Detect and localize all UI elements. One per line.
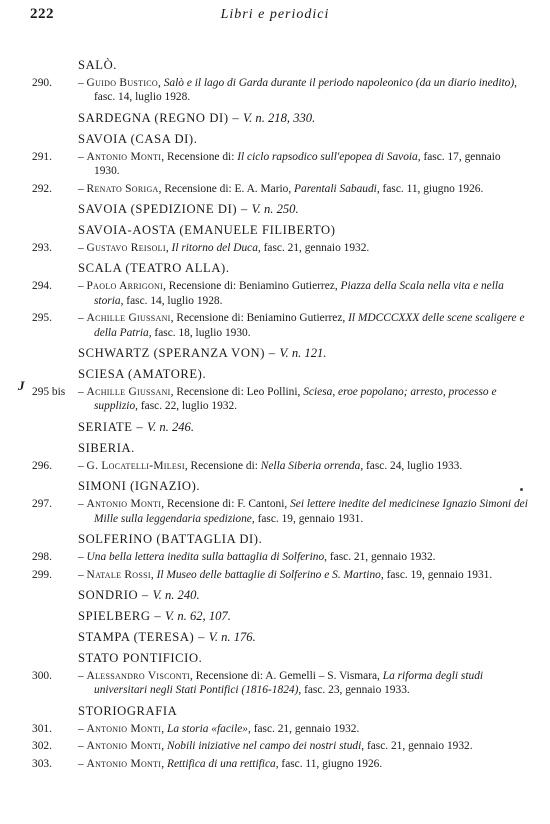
entry-title: Piazza della Scala nella vita e nella storia — [94, 280, 504, 307]
heading-text: SONDRIO — [78, 587, 139, 602]
index-entry: 300. – Alessandro Visconti, Recensione di: A. Gemelli – S. Vismara, La riforma degli studi universitari negli Stati Pontifici (1816-1824), fasc. 23, gennaio 1933. — [32, 669, 484, 697]
index-entry: 295. – Achille Giussani, Recensione di: Beniamino Gutierrez, Il MDCCCXXX delle scene scaligere e della Patria, fasc. 18, luglio 1930. — [32, 312, 525, 339]
heading-text: SPIELBERG — [78, 608, 151, 623]
index-entry: 295 bis – Achille Giussani, Recensione di: Leo Pollini, Sciesa, eroe popolano; arresto, processo e supplizio, fasc. 22, luglio 1932. — [32, 386, 497, 413]
entry-author: Paolo Arrigoni — [86, 280, 164, 293]
entry-title: Sciesa, eroe popolano; arresto, processo e supplizio — [94, 386, 497, 413]
entry-number: 297. — [32, 498, 52, 511]
index-entry: 291. – Antonio Monti, Recensione di: Il ciclo rapsodico sull'epopea di Savoia, fasc. 17, gennaio 1930. — [32, 150, 501, 178]
entry-number: 303. — [32, 757, 52, 770]
entry-number: 294. — [32, 280, 52, 293]
entry-issue: , fasc. 11, giugno 1926. — [275, 757, 383, 770]
section-heading — [78, 58, 550, 73]
index-entry: 298. – Una bella lettera inedita sulla battaglia di Solferino, fasc. 21, gennaio 1932. — [32, 551, 436, 564]
heading-text: SAVOIA-AOSTA (EMANUELE FILIBERTO) — [78, 223, 336, 238]
entry-issue: , fasc. 23, gennaio 1933. — [298, 684, 410, 697]
entry-title: Salò e il lago di Garda durante il periodo napoleonico (da un diario inedito) — [163, 77, 515, 89]
entry-issue: , fasc. 19, gennaio 1931. — [251, 512, 364, 525]
entry-number: 291. — [32, 150, 52, 163]
heading-text: STAMPA (TERESA) — [78, 629, 195, 644]
heading-text: SIMONI (IGNAZIO). — [78, 479, 201, 494]
index-entry: 293. – Gustavo Reisoli, Il ritorno del Duca, fasc. 21, gennaio 1932. — [32, 242, 370, 255]
section-heading: SAVOIA (SPEDIZIONE DI) – V. n. 250. — [78, 202, 299, 217]
entry-number: 296. — [32, 459, 52, 472]
section-heading: SONDRIO – V. n. 240. — [78, 587, 200, 602]
entry-author: Achille Giussani — [86, 312, 171, 325]
entry-author: Gustavo Reisoli — [86, 242, 166, 255]
entry-author: Guido Bustico — [86, 77, 159, 89]
entry-title: Rettifica di una rettifica — [166, 757, 276, 770]
heading-text: SAVOIA (SPEDIZIONE DI) — [78, 202, 238, 217]
entry-number: 299. — [32, 568, 52, 581]
page-header — [0, 6, 550, 28]
entry-number: 300. — [32, 669, 52, 682]
heading-text: SCHWARTZ (SPERANZA VON) — [78, 346, 266, 361]
section-heading: SCHWARTZ (SPERANZA VON) – V. n. 121. — [78, 346, 327, 361]
entry-number: 292. — [32, 182, 52, 195]
entry-title: Il ritorno del Duca — [171, 242, 258, 255]
index-entry: 292. – Renato Soriga, Recensione di: E. A. Mario, Parentali Sabaudi, fasc. 11, giugno 1926. — [32, 182, 484, 195]
entry-author: Antonio Monti — [86, 150, 162, 163]
entry-issue: , fasc. 11, giugno 1926. — [376, 182, 484, 195]
section-heading — [78, 367, 550, 382]
entry-number: 301. — [32, 722, 52, 735]
entry-text: , — [158, 77, 164, 89]
heading-text: SOLFERINO (BATTAGLIA DI). — [78, 532, 263, 547]
heading-text: SERIATE — [78, 419, 133, 434]
section-heading — [78, 479, 550, 494]
cross-reference: V. n. 250. — [251, 202, 299, 217]
entry-title: Nella Siberia orrenda — [260, 459, 361, 472]
entry-issue: , fasc. 21, gennaio 1932. — [324, 551, 436, 564]
entry-author: Antonio Monti — [86, 740, 162, 753]
section-heading — [78, 223, 550, 238]
index-entry: 296. – G. Locatelli-Milesi, Recensione di: Nella Siberia orrenda, fasc. 24, luglio 1933. — [32, 459, 463, 472]
entry-title: Il Museo delle battaglie di Solferino e S. Martino — [156, 568, 381, 581]
heading-text: STORIOGRAFIA — [78, 703, 178, 718]
entry-text: , Recensione di: — [161, 150, 238, 163]
entry-text: , Recensione di: — [184, 459, 261, 472]
page-number: 222 — [30, 6, 54, 22]
entry-author: Renato Soriga — [86, 182, 159, 195]
section-heading — [78, 441, 550, 456]
entry-issue: , fasc. 14, luglio 1928. — [94, 77, 518, 104]
cross-reference: V. n. 121. — [279, 346, 327, 361]
entry-author: Antonio Monti — [86, 722, 162, 735]
section-heading: SERIATE – V. n. 246. — [78, 419, 194, 434]
cross-reference: V. n. 176. — [208, 629, 256, 644]
entry-text: , — [161, 722, 167, 735]
entry-issue: , fasc. 21, gennaio 1932. — [248, 722, 360, 735]
index-entry: 299. – Natale Rossi, Il Museo delle battaglie di Solferino e S. Martino, fasc. 19, gennaio 1931. — [32, 568, 493, 581]
entry-author: Natale Rossi — [86, 568, 151, 581]
index-entry: 294. – Paolo Arrigoni, Recensione di: Beniamino Gutierrez, Piazza della Scala nella vita e nella storia, fasc. 14, luglio 1928. — [32, 280, 504, 307]
cross-reference: V. n. 240. — [152, 587, 200, 602]
cross-reference: V. n. 62, 107. — [164, 608, 231, 623]
entry-author: G. Locatelli-Milesi — [86, 459, 185, 472]
heading-text: SIBERIA. — [78, 440, 135, 455]
heading-text: SCALA (TEATRO ALLA). — [78, 261, 230, 276]
section-heading — [78, 261, 550, 276]
entry-number: 298. — [32, 551, 52, 564]
entry-text: , — [165, 242, 172, 255]
entry-text: , Recensione di: A. Gemelli – S. Vismara, — [190, 669, 383, 682]
cross-reference: V. n. 218, 330. — [243, 110, 316, 125]
entry-text: , Recensione di: Leo Pollini, — [170, 386, 304, 399]
running-title: Libri e periodici — [220, 7, 330, 22]
entry-author: Antonio Monti — [86, 757, 162, 770]
index-entry: 290. – Guido Bustico, Salò e il lago di Garda durante il periodo napoleonico (da un diario inedito), fasc. 14, luglio 1928. — [32, 77, 518, 104]
entry-author: Antonio Monti — [86, 498, 162, 511]
entry-issue: , fasc. 24, luglio 1933. — [360, 459, 463, 472]
entry-title: Parentali Sabaudi — [294, 182, 377, 195]
entry-text: , — [150, 568, 157, 581]
entry-text: , — [161, 757, 167, 770]
heading-text: SALÒ. — [78, 58, 118, 72]
entry-issue: , fasc. 19, gennaio 1931. — [380, 568, 493, 581]
entry-text: , Recensione di: Beniamino Gutierrez, — [170, 312, 349, 325]
entry-text: , — [161, 740, 167, 753]
entry-issue: , fasc. 22, luglio 1932. — [135, 400, 238, 413]
heading-text: SAVOIA (CASA DI). — [78, 131, 198, 146]
entry-title: Nobili iniziative nel campo dei nostri studi — [166, 740, 362, 753]
entry-text: , Recensione di: Beniamino Gutierrez, — [163, 280, 341, 293]
entry-text: , Recensione di: F. Cantoni, — [161, 498, 291, 511]
heading-text: SCIESA (AMATORE). — [78, 367, 207, 382]
section-heading — [78, 132, 550, 147]
entry-title: Una bella lettera inedita sulla battaglia di Solferino — [86, 551, 325, 564]
entry-number: 295 bis — [32, 386, 66, 399]
entry-title: Sei lettere inedite del medicinese Ignazio Simoni dei Mille sulla leggendaria spedizione — [94, 498, 528, 525]
entry-author: Achille Giussani — [86, 386, 171, 399]
section-heading: SPIELBERG – V. n. 62, 107. — [78, 608, 231, 623]
entry-issue: , fasc. 21, gennaio 1932. — [361, 740, 473, 753]
entry-number: 293. — [32, 242, 52, 255]
entry-issue: , fasc. 14, luglio 1928. — [120, 294, 223, 307]
section-heading: STAMPA (TERESA) – V. n. 176. — [78, 629, 256, 644]
margin-mark: J — [18, 378, 25, 393]
entry-issue: , fasc. 18, luglio 1930. — [148, 326, 251, 339]
entry-text: , Recensione di: E. A. Mario, — [158, 182, 295, 195]
entry-number: 295. — [32, 312, 52, 325]
entry-title: La storia «facile» — [166, 722, 248, 735]
section-heading — [78, 532, 550, 547]
entry-issue: , fasc. 21, gennaio 1932. — [257, 242, 370, 255]
index-entry: 301. – Antonio Monti, La storia «facile», fasc. 21, gennaio 1932. — [32, 722, 360, 735]
heading-text: SARDEGNA (REGNO DI) — [78, 110, 229, 125]
index-entry: 303. – Antonio Monti, Rettifica di una rettifica, fasc. 11, giugno 1926. — [32, 757, 383, 770]
entry-title: La riforma degli studi universitari negli Stati Pontifici (1816-1824) — [94, 669, 484, 697]
entry-number: 302. — [32, 740, 52, 753]
section-heading — [78, 651, 550, 666]
index-entry: 297. – Antonio Monti, Recensione di: F. Cantoni, Sei lettere inedite del medicinese Ignazio Simoni dei Mille sulla leggendaria spedizione, fasc. 19, gennaio 1931. — [32, 498, 528, 525]
index-body — [0, 58, 550, 771]
entry-issue: , fasc. 17, gennaio 1930. — [94, 150, 501, 178]
heading-text: STATO PONTIFICIO. — [78, 650, 203, 665]
entry-title: Il MDCCCXXX delle scene scaligere e della Patria — [94, 312, 525, 339]
index-entry: 302. – Antonio Monti, Nobili iniziative nel campo dei nostri studi, fasc. 21, gennaio 1932. — [32, 740, 473, 753]
section-heading — [78, 704, 550, 719]
section-heading: SARDEGNA (REGNO DI) – V. n. 218, 330. — [78, 110, 316, 125]
cross-reference: V. n. 246. — [146, 419, 194, 434]
entry-author: Alessandro Visconti — [86, 669, 191, 682]
entry-title: Il ciclo rapsodico sull'epopea di Savoia — [237, 150, 418, 163]
entry-number: 290. — [32, 77, 52, 89]
